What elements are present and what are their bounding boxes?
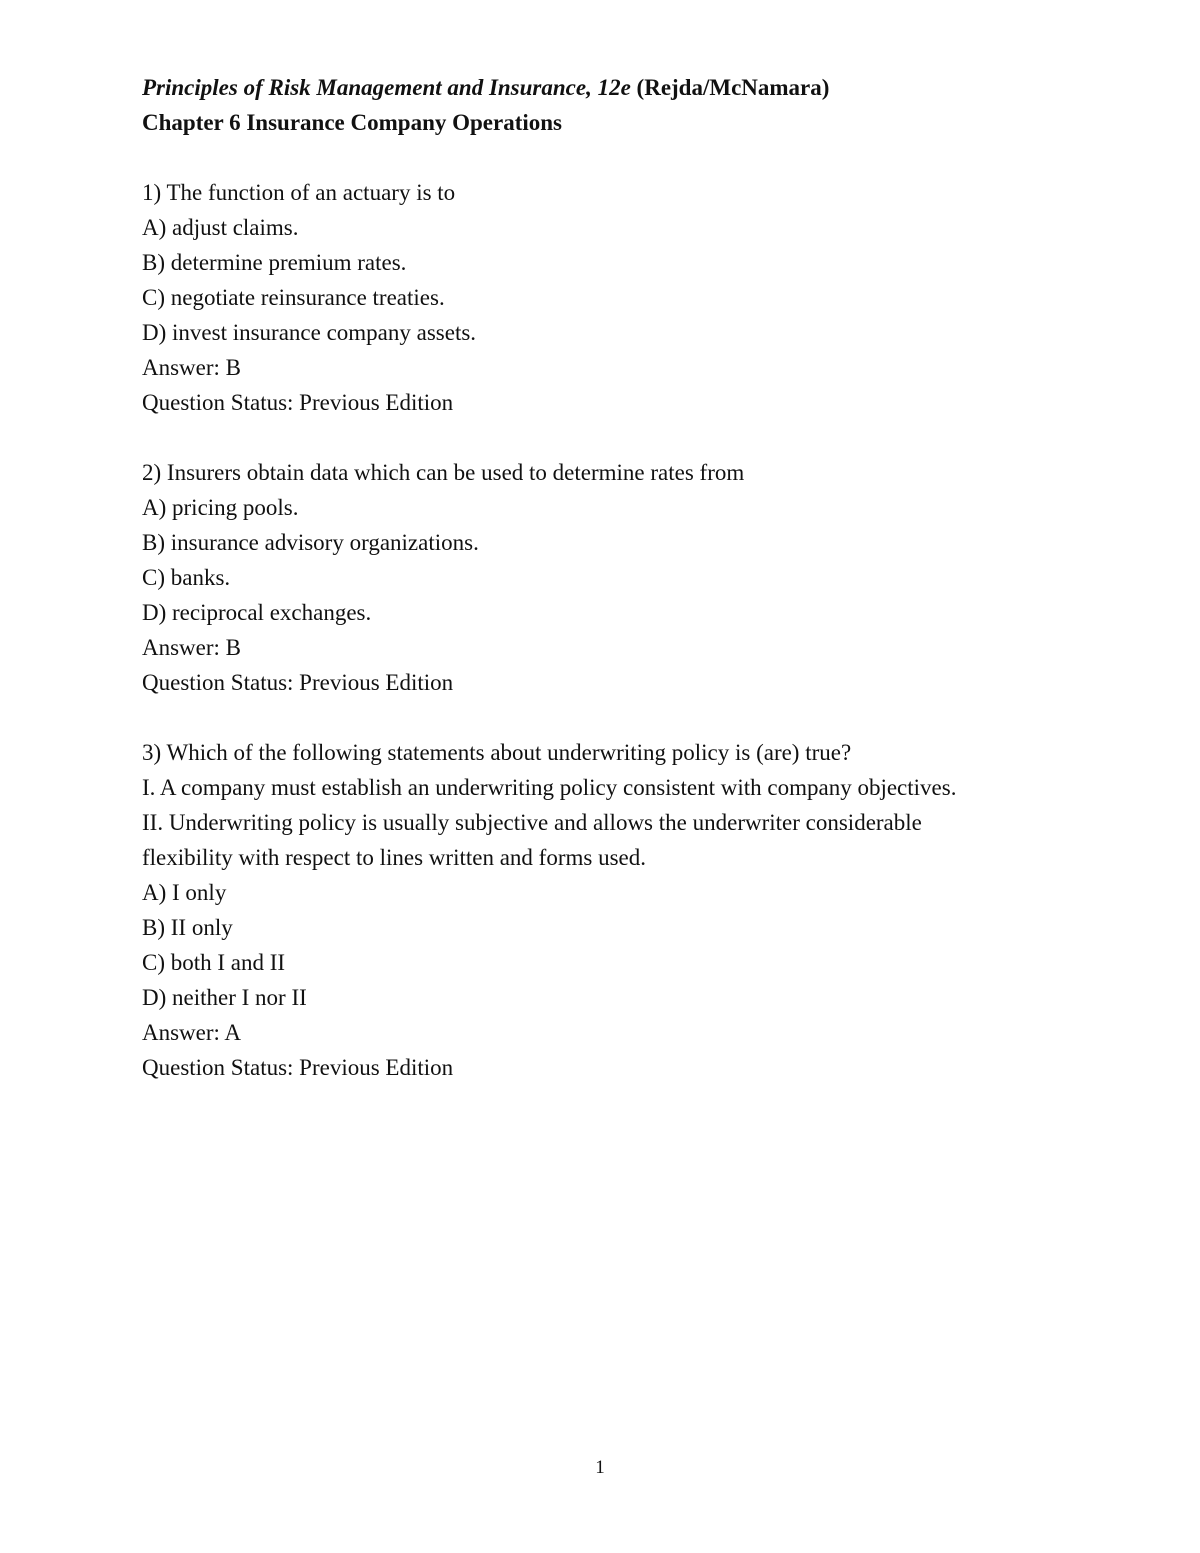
question-block-1 <box>142 175 1102 420</box>
question-statement: II. Underwriting policy is usually subjective and allows the underwriter considerable <box>142 810 922 835</box>
book-title-line <box>142 70 1102 105</box>
page-number: 1 <box>595 1457 605 1478</box>
question-block-3 <box>142 735 1102 1085</box>
answer-option: D) invest insurance company assets. <box>142 320 477 345</box>
page-content <box>142 70 1102 1085</box>
answer-key: Answer: B <box>142 635 242 660</box>
question-stem: 1) The function of an actuary is to <box>142 180 456 205</box>
book-authors: (Rejda/McNamara) <box>636 75 830 100</box>
answer-option: C) both I and II <box>142 950 286 975</box>
answer-option: D) reciprocal exchanges. <box>142 600 372 625</box>
answer-option: C) negotiate reinsurance treaties. <box>142 285 445 310</box>
answer-option: A) adjust claims. <box>142 215 299 240</box>
answer-option: B) insurance advisory organizations. <box>142 530 479 555</box>
answer-option: A) pricing pools. <box>142 495 299 520</box>
answer-key: Answer: B <box>142 355 242 380</box>
spacer <box>142 700 1102 735</box>
book-title: Principles of Risk Management and Insurance, 12e <box>142 75 631 100</box>
answer-option: A) I only <box>142 880 227 905</box>
question-status: Question Status: Previous Edition <box>142 1055 454 1080</box>
answer-option: B) determine premium rates. <box>142 250 407 275</box>
question-statement: I. A company must establish an underwriting policy consistent with company objectives. <box>142 775 957 800</box>
question-statement: flexibility with respect to lines written and forms used. <box>142 845 646 870</box>
spacer <box>142 140 1102 175</box>
chapter-title: Chapter 6 Insurance Company Operations <box>142 110 562 135</box>
question-stem: 3) Which of the following statements about underwriting policy is (are) true? <box>142 740 852 765</box>
answer-key: Answer: A <box>142 1020 242 1045</box>
question-block-2 <box>142 455 1102 700</box>
question-status: Question Status: Previous Edition <box>142 390 454 415</box>
answer-option: C) banks. <box>142 565 231 590</box>
spacer <box>142 420 1102 455</box>
question-status: Question Status: Previous Edition <box>142 670 454 695</box>
answer-option: B) II only <box>142 915 233 940</box>
question-stem: 2) Insurers obtain data which can be used to determine rates from <box>142 460 745 485</box>
answer-option: D) neither I nor II <box>142 985 307 1010</box>
